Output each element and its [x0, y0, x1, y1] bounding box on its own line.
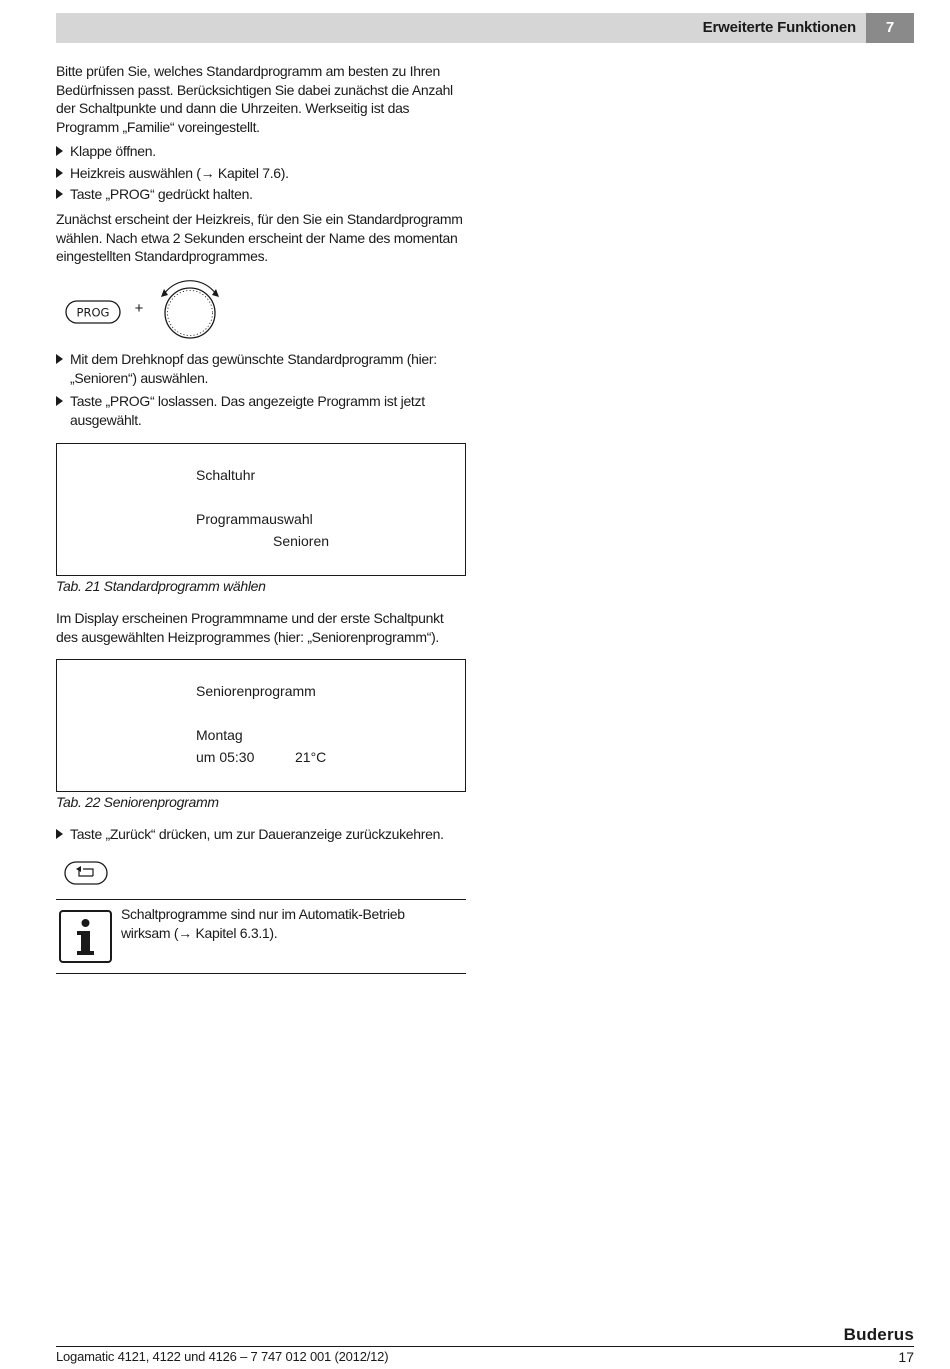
step-item: Mit dem Drehknopf das gewünschte Standardprogramm (hier: „Senioren“) auswählen. [56, 350, 466, 387]
brand-logo: Buderus [843, 1325, 914, 1344]
info-text: Schaltprogramme sind nur im Automatik-Betrieb wirksam (→ Kapitel 6.3.1). [121, 906, 405, 941]
explanation-text: Zunächst erscheint der Heizkreis, für den Sie ein Standardprogramm wählen. Nach etwa 2 Sekunden erscheint der Name des momentan eingestellten Standardprogrammes. [56, 211, 463, 265]
plus-sign: + [134, 300, 144, 317]
bullet-arrow-icon [56, 829, 63, 839]
info-rule-bottom [56, 973, 466, 974]
display-time: um 05:30 [196, 749, 255, 765]
display-line-2: Montag [196, 727, 243, 743]
steps-list-1 [56, 142, 466, 204]
chapter-number: 7 [866, 13, 914, 43]
display-table-21 [56, 443, 466, 576]
step-item: Heizkreis auswählen (→ Kapitel 7.6). [56, 164, 466, 183]
display-line-2: Programmauswahl [196, 511, 313, 527]
prog-knob-figure [60, 280, 230, 350]
bullet-arrow-icon [56, 146, 63, 156]
footer-rule [56, 1346, 914, 1347]
step-item: Klappe öffnen. [56, 142, 466, 161]
bullet-arrow-icon [56, 189, 63, 199]
table-caption-21: Tab. 21 Standardprogramm wählen [56, 578, 266, 594]
display-line-1: Seniorenprogramm [196, 683, 316, 699]
steps-list-3 [56, 825, 466, 844]
section-title: Erweiterte Funktionen [702, 19, 856, 36]
display-paragraph [56, 609, 466, 646]
steps-list-2 [56, 350, 466, 429]
prog-button-label: PROG [76, 305, 110, 320]
display-line-1: Schaltuhr [196, 467, 256, 483]
info-rule-top [56, 899, 466, 900]
info-icon [58, 909, 114, 965]
display-line-3: Senioren [273, 533, 330, 549]
display-text: Im Display erscheinen Programmname und der erste Schaltpunkt des ausgewählten Heizprogrammes (hier: „Seniorenprogramm“). [56, 610, 444, 645]
step-item: Taste „Zurück“ drücken, um zur Daueranzeige zurückzukehren. [56, 825, 466, 844]
step-item: Taste „PROG“ loslassen. Das angezeigte Programm ist jetzt ausgewählt. [56, 392, 466, 429]
intro-text: Bitte prüfen Sie, welches Standardprogramm am besten zu Ihren Bedürfnissen passt. Berücksichtigen Sie dabei zunächst die Anzahl der Schaltpunkte und dann die Uhrzeiten. Werkseitig ist das Programm „Familie“ voreingestellt. [56, 63, 453, 135]
step-item: Taste „PROG“ gedrückt halten. [56, 185, 466, 204]
intro-paragraph [56, 62, 466, 136]
bullet-arrow-icon [56, 168, 63, 178]
page-number: 17 [898, 1349, 914, 1365]
back-button-icon [62, 860, 112, 888]
explanation-paragraph [56, 210, 466, 266]
table-caption-22: Tab. 22 Seniorenprogramm [56, 794, 219, 810]
bullet-arrow-icon [56, 396, 63, 406]
display-table-22 [56, 659, 466, 792]
prog-button-icon [66, 301, 120, 323]
bullet-arrow-icon [56, 354, 63, 364]
rotary-knob-icon [161, 281, 219, 338]
display-temperature: 21°C [295, 749, 327, 765]
footer-document-id: Logamatic 4121, 4122 und 4126 – 7 747 012 001 (2012/12) [56, 1349, 389, 1364]
